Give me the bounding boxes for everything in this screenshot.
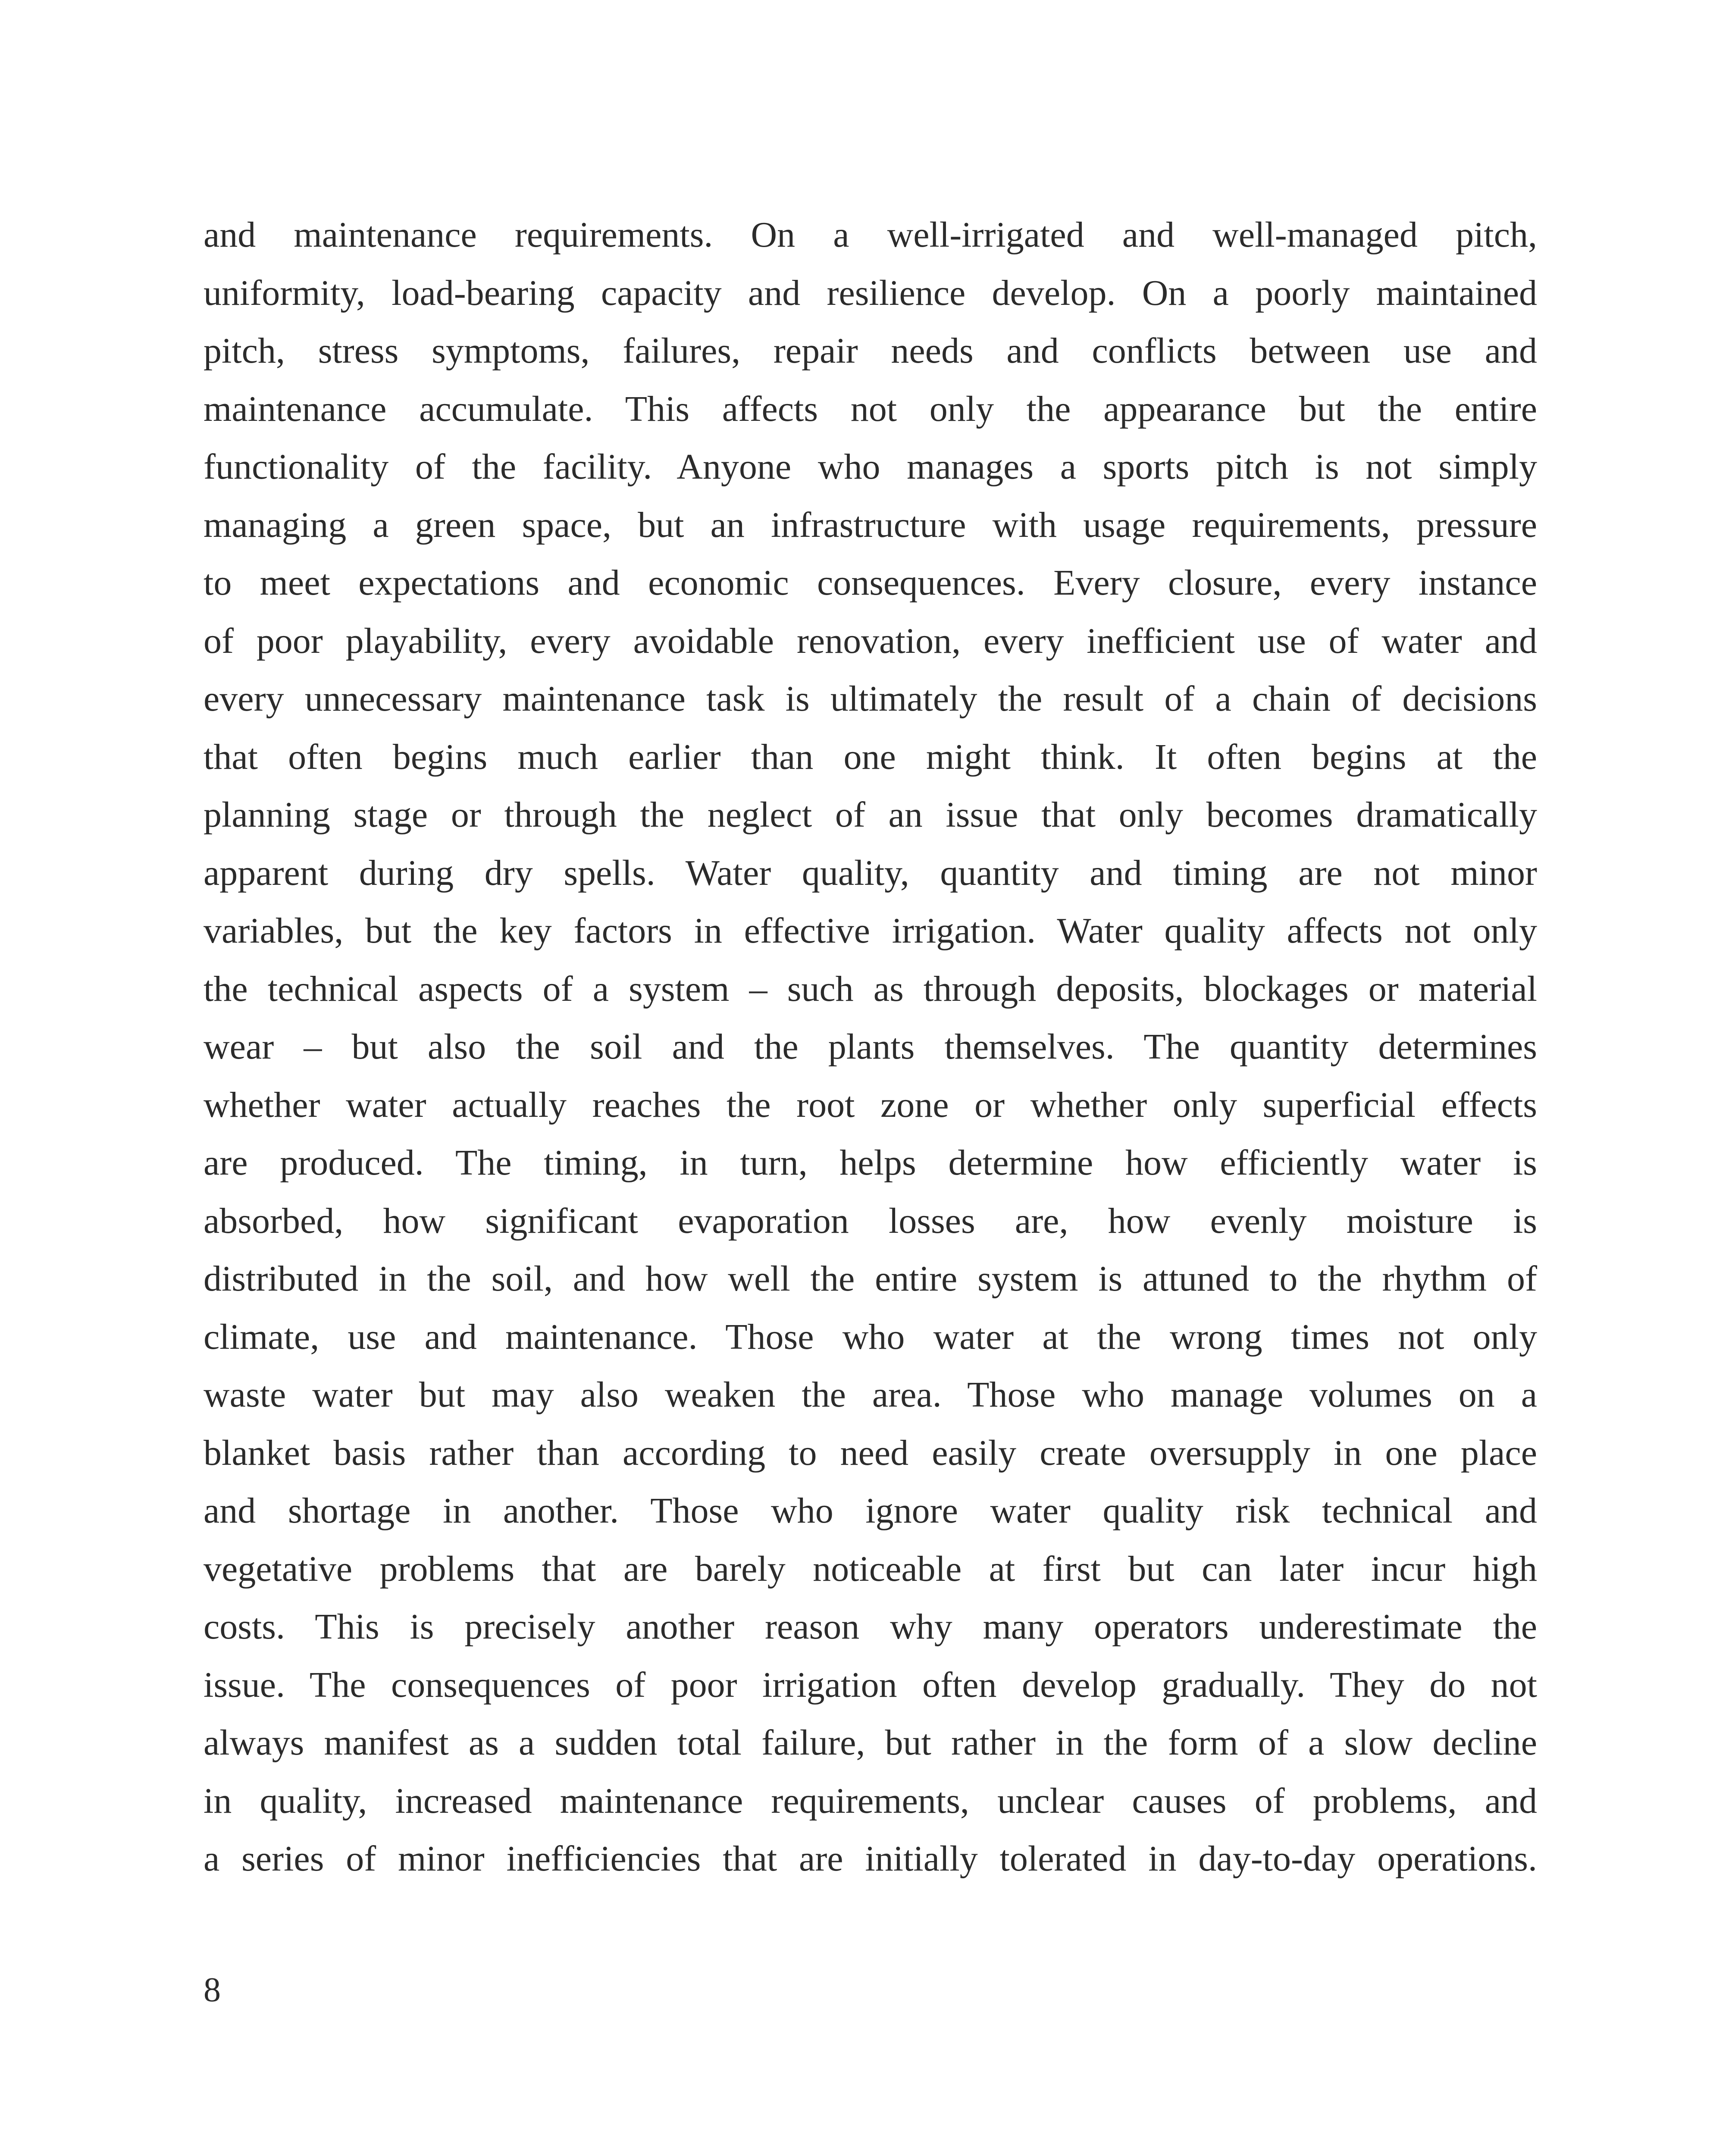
paragraph-line: functionality of the facility. Anyone who manages a sports pitch is not simply	[204, 447, 1537, 487]
paragraph-line: managing a green space, but an infrastructure with usage requirements, pressure	[204, 505, 1537, 545]
paragraph-line: whether water actually reaches the root zone or whether only superficial effects	[204, 1084, 1537, 1125]
paragraph-line: waste water but may also weaken the area. Those who manage volumes on a	[204, 1375, 1537, 1415]
paragraph-line: to meet expectations and economic consequences. Every closure, every instance	[204, 563, 1537, 603]
paragraph-line: issue. The consequences of poor irrigation often develop gradually. They do not	[204, 1664, 1537, 1705]
paragraph-line: in quality, increased maintenance requirements, unclear causes of problems, and	[204, 1780, 1537, 1821]
paragraph-line: uniformity, load-bearing capacity and resilience develop. On a poorly maintained	[204, 273, 1537, 313]
paragraph-line: wear – but also the soil and the plants themselves. The quantity determines	[204, 1027, 1537, 1067]
paragraph-line: distributed in the soil, and how well the entire system is attuned to the rhythm of	[204, 1259, 1537, 1299]
paragraph-line: pitch, stress symptoms, failures, repair needs and conflicts between use and	[204, 331, 1537, 371]
paragraph-line: costs. This is precisely another reason why many operators underestimate the	[204, 1607, 1537, 1647]
paragraph-line: maintenance accumulate. This affects not only the appearance but the entire	[204, 389, 1537, 429]
paragraph-line: vegetative problems that are barely noticeable at first but can later incur high	[204, 1548, 1537, 1589]
paragraph-line: and shortage in another. Those who ignore water quality risk technical and	[204, 1491, 1537, 1531]
body-paragraph	[204, 206, 1537, 1888]
paragraph-line: blanket basis rather than according to need easily create oversupply in one place	[204, 1432, 1537, 1473]
paragraph-line: are produced. The timing, in turn, helps determine how efficiently water is	[204, 1143, 1537, 1183]
page-number: 8	[204, 1971, 221, 2009]
paragraph-line: the technical aspects of a system – such as through deposits, blockages or material	[204, 968, 1537, 1009]
paragraph-line: absorbed, how significant evaporation losses are, how evenly moisture is	[204, 1200, 1537, 1241]
paragraph-line: that often begins much earlier than one might think. It often begins at the	[204, 736, 1537, 777]
paragraph-line: and maintenance requirements. On a well-irrigated and well-managed pitch,	[204, 215, 1537, 255]
paragraph-line: every unnecessary maintenance task is ultimately the result of a chain of decisions	[204, 679, 1537, 719]
paragraph-line: of poor playability, every avoidable renovation, every inefficient use of water and	[204, 620, 1537, 661]
paragraph-line: apparent during dry spells. Water quality, quantity and timing are not minor	[204, 852, 1537, 893]
paragraph-line: always manifest as a sudden total failure, but rather in the form of a slow decline	[204, 1723, 1537, 1763]
paragraph-line: planning stage or through the neglect of an issue that only becomes dramatically	[204, 795, 1537, 835]
paragraph-line: climate, use and maintenance. Those who water at the wrong times not only	[204, 1316, 1537, 1357]
paragraph-line: variables, but the key factors in effective irrigation. Water quality affects not only	[204, 911, 1537, 951]
paragraph-line: a series of minor inefficiencies that are initially tolerated in day-to-day operations.	[204, 1839, 1537, 1879]
